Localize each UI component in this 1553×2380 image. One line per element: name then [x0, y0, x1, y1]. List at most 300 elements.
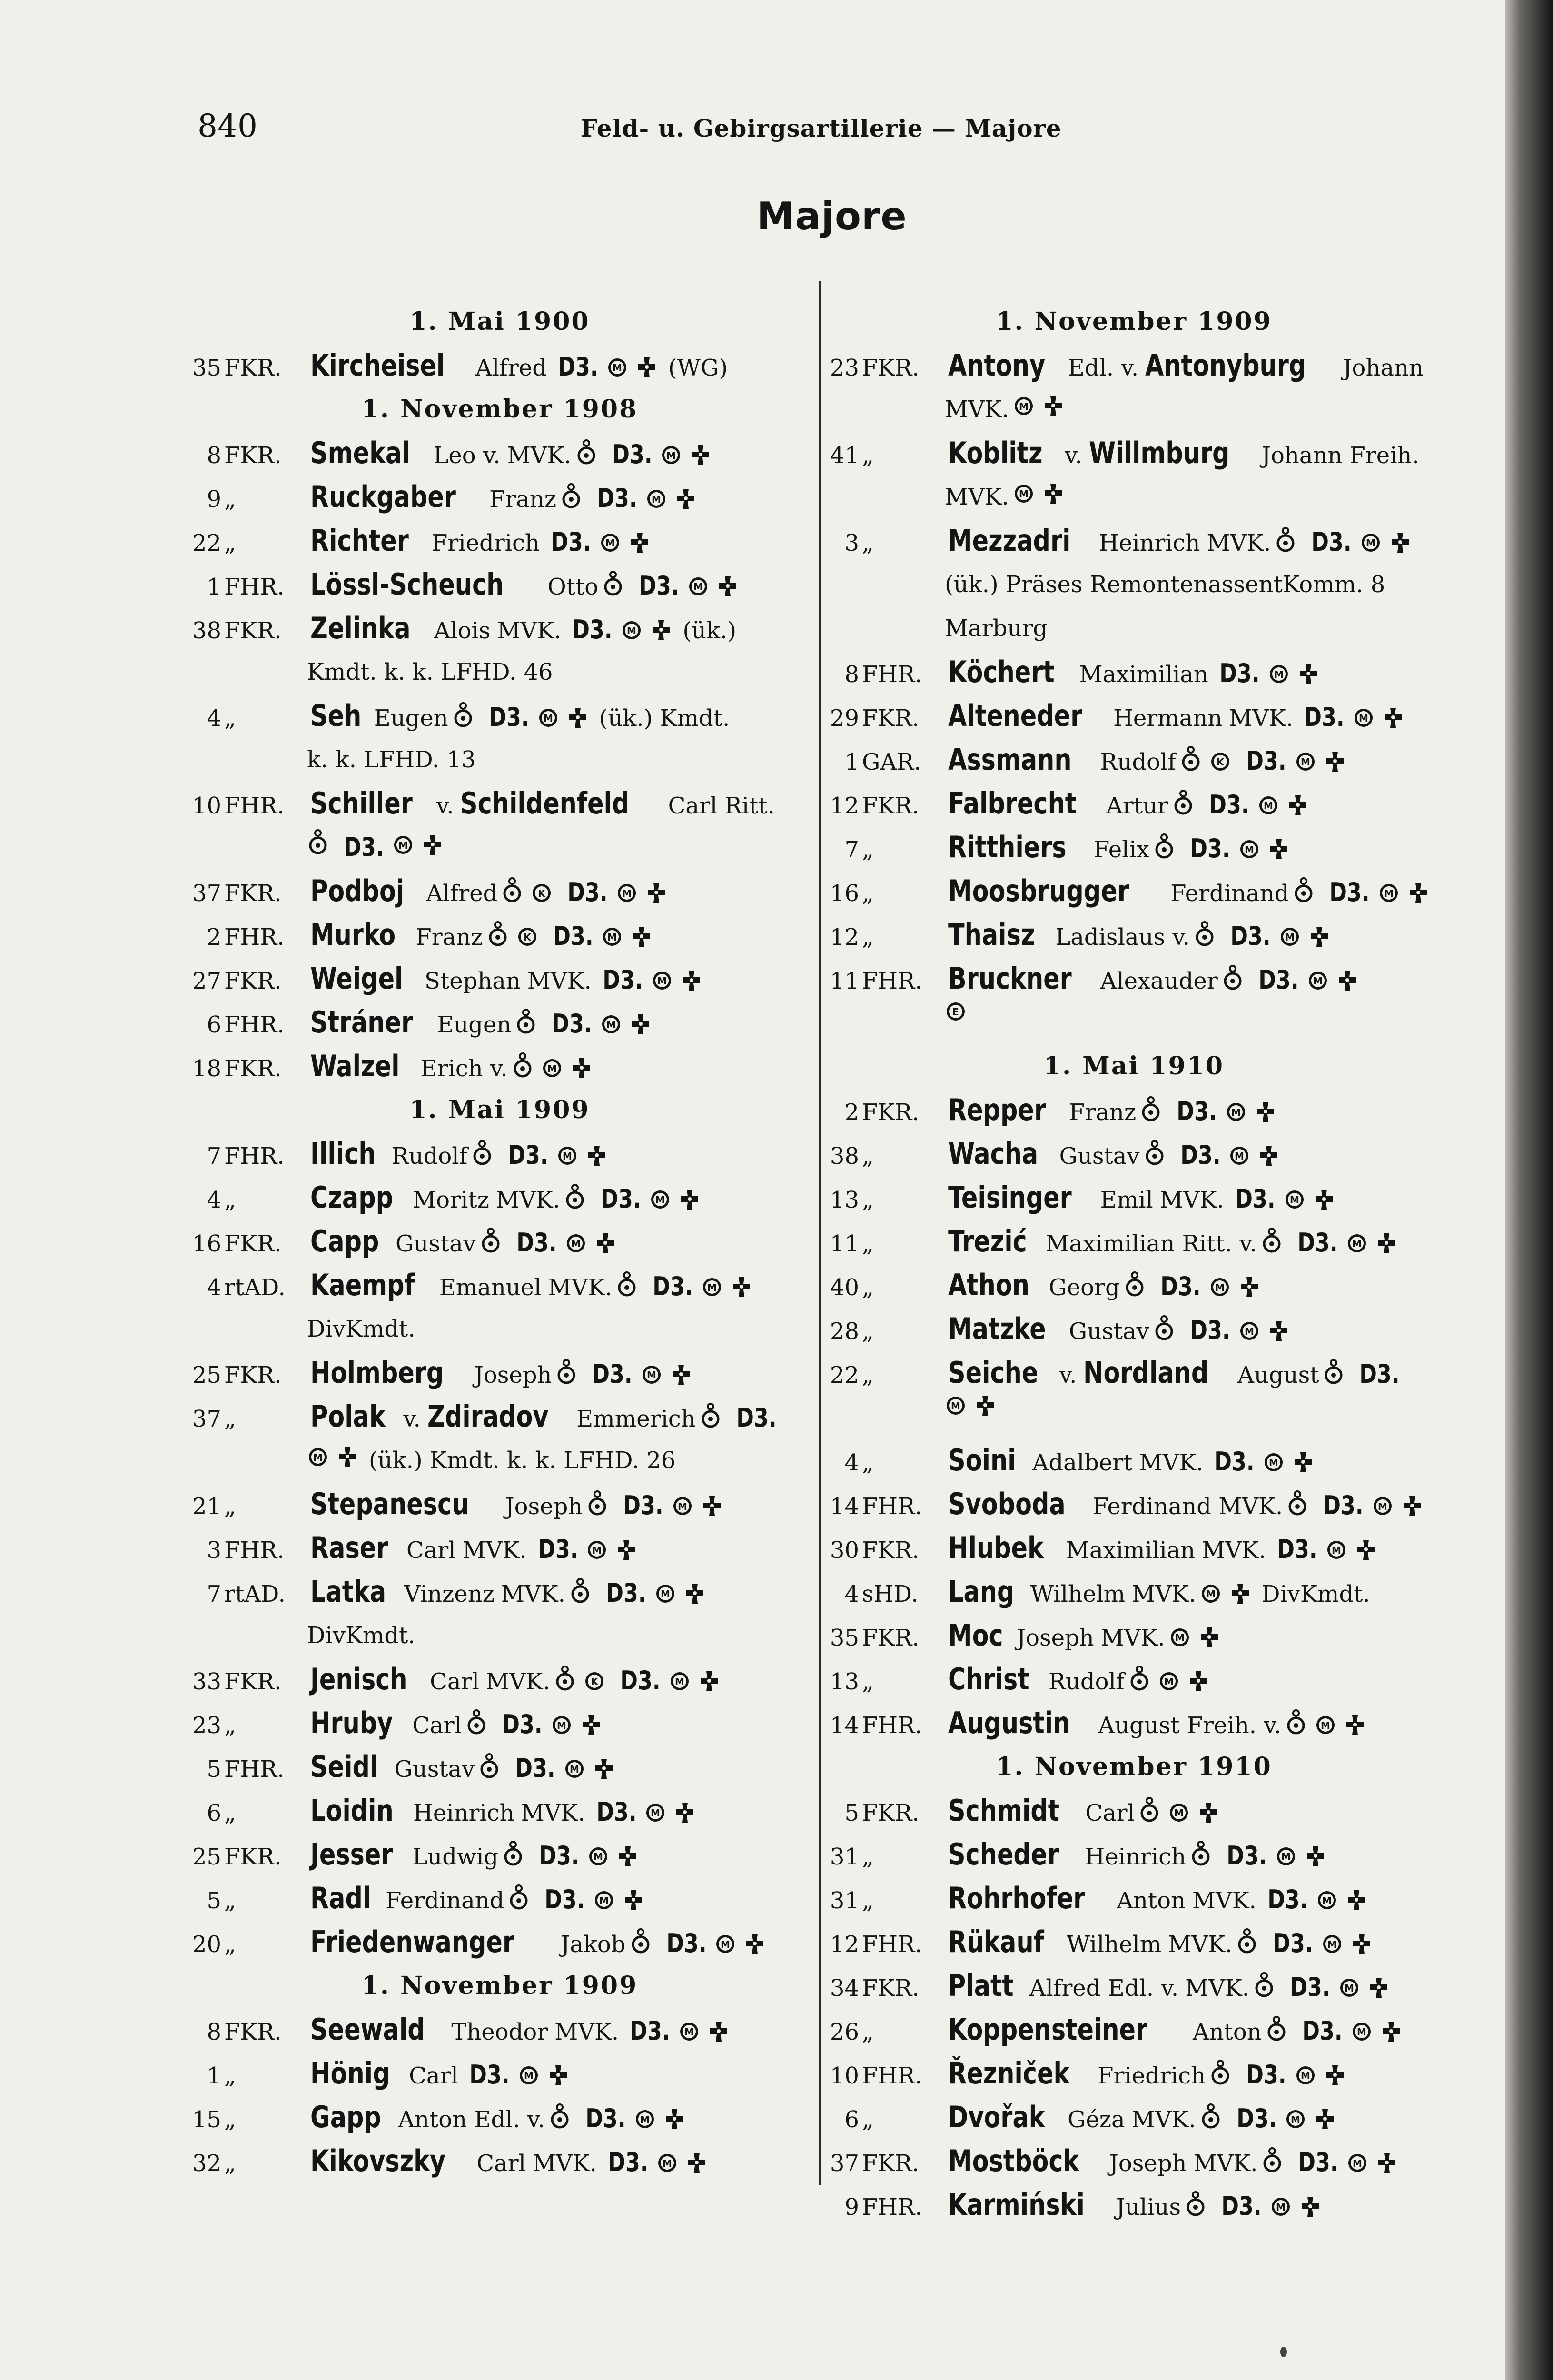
officer-given-name: Erich v.	[420, 1055, 508, 1082]
cross-icon	[1287, 794, 1309, 816]
entry-line	[188, 2095, 811, 2139]
unit-abbreviation: „	[862, 1274, 874, 1301]
svg-text:M: M	[607, 932, 617, 943]
entry-line	[826, 1482, 1442, 1526]
officer-entry	[188, 782, 811, 869]
regiment-number: 37	[192, 1406, 221, 1432]
d3-decoration: D3.	[558, 352, 598, 382]
d3-decoration: D3.	[1258, 965, 1299, 995]
officer-given-name: Friedrich	[1098, 2063, 1206, 2089]
d3-decoration: D3.	[1235, 1184, 1276, 1214]
m-medal-icon	[641, 1364, 663, 1386]
entry-line	[826, 1614, 1442, 1657]
cross-icon	[670, 1364, 692, 1386]
entry-body	[945, 1351, 1404, 1397]
officer-surname: Koblitz	[948, 436, 1043, 470]
bell-medal-icon	[1323, 1359, 1345, 1386]
officer-given-name: v.	[1065, 442, 1082, 469]
officer-given-name: Stephan	[425, 968, 521, 994]
officer-entry	[826, 519, 1442, 650]
officer-given-name: Ferdinand MVK.	[1092, 1493, 1283, 1520]
officer-surname: Lössl-Scheuch	[310, 567, 504, 602]
d3-decoration: D3.	[551, 527, 591, 557]
entry-line	[188, 1701, 811, 1745]
cross-icon	[690, 444, 712, 466]
regiment-number: 6	[207, 1012, 221, 1038]
unit-abbreviation: „	[862, 1844, 874, 1870]
officer-surname: Antony	[948, 348, 1046, 383]
entry-body	[945, 1438, 1318, 1485]
continuation-line: Kmdt. k. k. LFHD. 46	[307, 659, 553, 685]
d3-decoration: D3.	[1298, 2147, 1339, 2177]
bell-medal-icon	[602, 571, 624, 597]
d3-decoration: D3.	[608, 2147, 648, 2177]
m-medal-icon	[1346, 1232, 1368, 1254]
cross-icon	[681, 970, 702, 992]
entry-body	[307, 1044, 596, 1091]
m-medal-icon	[1270, 2196, 1292, 2218]
officer-entry	[826, 1833, 1442, 1876]
bell-medal-icon	[1285, 1709, 1307, 1736]
cross-icon	[1198, 1626, 1220, 1648]
svg-text:M: M	[1244, 844, 1254, 855]
annotation-text: (WG)	[668, 355, 728, 381]
svg-text:M: M	[640, 2114, 650, 2125]
entry-body	[945, 519, 1415, 565]
left-column	[188, 300, 811, 2183]
cross-icon	[1299, 2196, 1321, 2218]
cross-icon	[1401, 1495, 1423, 1517]
officer-given-name: Carl	[412, 1712, 462, 1739]
svg-text:M: M	[543, 713, 553, 724]
bell-medal-icon	[1153, 833, 1175, 860]
d3-decoration: D3.	[601, 1184, 641, 1214]
annotation-text: MVK.	[548, 1274, 613, 1301]
officer-given-name: Joseph	[1109, 2150, 1187, 2177]
cross-icon	[1314, 2108, 1336, 2130]
m-medal-icon	[714, 1933, 736, 1955]
officer-given-name: Alexauder	[1100, 968, 1218, 994]
m-medal-icon	[1346, 2152, 1368, 2174]
entry-line	[826, 1570, 1442, 1614]
m-medal-icon	[1360, 532, 1382, 554]
officer-surname: Svoboda	[948, 1487, 1066, 1521]
entry-line	[826, 431, 1442, 475]
regiment-number: 11	[830, 1230, 859, 1257]
entry-line	[826, 913, 1442, 957]
annotation-text: MVK.	[1202, 1537, 1266, 1564]
cross-icon	[663, 2108, 685, 2130]
unit-abbreviation: FKR.	[862, 1625, 920, 1651]
entry-line	[188, 694, 811, 738]
annotation-text: (ük.) Kmdt. k. k. LFHD. 26	[369, 1447, 676, 1474]
officer-surname: Seh	[310, 698, 362, 733]
annotation-text: (ük.)	[683, 617, 737, 644]
officer-given-name: Alfred	[426, 880, 498, 907]
entry-body	[307, 431, 715, 477]
regiment-number: 9	[207, 486, 221, 513]
d3-decoration: D3.	[666, 1928, 707, 1958]
cross-icon	[744, 1933, 766, 1955]
m-medal-icon	[1238, 1320, 1260, 1342]
m-medal-icon	[392, 834, 414, 856]
annotation-text: MVK.	[1192, 1887, 1256, 1914]
m-medal-icon	[601, 926, 623, 948]
officer-entry	[826, 1876, 1442, 1920]
entry-line	[826, 1833, 1442, 1876]
cross-icon	[630, 1013, 652, 1035]
d3-decoration: D3.	[1221, 2191, 1262, 2221]
bell-medal-icon	[502, 1841, 524, 1867]
officer-given-name: Leo v.	[433, 442, 501, 469]
officer-entry	[188, 1220, 811, 1263]
unit-abbreviation: GAR.	[862, 749, 921, 775]
officer-entry	[826, 1307, 1442, 1351]
d3-decoration: D3.	[552, 1009, 592, 1039]
m-medal-icon	[1013, 483, 1035, 505]
entry-line	[188, 1657, 811, 1701]
svg-text:M: M	[398, 840, 408, 851]
officer-surname: Lang	[948, 1574, 1015, 1609]
officer-given-name: Géza	[1067, 2106, 1125, 2133]
svg-text:M: M	[1366, 537, 1376, 549]
officer-given-name: Georg	[1049, 1274, 1120, 1301]
officer-given-name: Alfred	[475, 355, 547, 381]
unit-abbreviation: „	[224, 705, 236, 732]
officer-given-name: Rudolf	[391, 1143, 468, 1170]
officer-entry	[826, 1438, 1442, 1482]
officer-given-name: Joseph	[474, 1362, 552, 1388]
officer-entry	[826, 1351, 1442, 1438]
regiment-number: 11	[830, 968, 859, 994]
officer-surname: Zelinka	[310, 611, 411, 645]
m-medal-icon	[587, 1845, 609, 1867]
m-medal-icon	[1325, 1539, 1347, 1561]
officer-surname: Wacha	[948, 1136, 1039, 1171]
svg-text:M: M	[678, 1501, 688, 1512]
svg-text:M: M	[651, 494, 661, 505]
bell-medal-icon	[1128, 1666, 1150, 1692]
entry-body	[945, 1657, 1213, 1704]
m-medal-icon	[1158, 1670, 1180, 1692]
entry-line	[826, 344, 1442, 387]
d3-decoration: D3.	[1177, 1096, 1217, 1126]
officer-entry	[826, 1657, 1442, 1701]
entry-line	[188, 1482, 811, 1526]
cross-icon	[698, 1670, 720, 1692]
officer-given-name: v.	[403, 1406, 421, 1432]
k-medal-icon	[531, 882, 553, 904]
cross-icon	[1187, 1670, 1209, 1692]
entry-body	[945, 1088, 1280, 1134]
regiment-number: 41	[830, 442, 859, 469]
cross-icon	[974, 1395, 996, 1417]
svg-text:M: M	[563, 1150, 573, 1162]
bell-medal-icon	[508, 1884, 530, 1911]
d3-decoration: D3.	[1267, 1884, 1308, 1914]
entry-body	[307, 1570, 710, 1616]
entry-body	[945, 913, 1334, 959]
regiment-number: 16	[830, 880, 859, 907]
cross-icon	[567, 707, 589, 729]
cross-icon	[631, 926, 653, 948]
svg-text:M: M	[592, 1545, 602, 1556]
m-medal-icon	[660, 444, 682, 466]
date-heading: 1. Mai 1910	[1043, 1051, 1225, 1081]
svg-text:M: M	[612, 362, 622, 374]
officer-given-name: Emmerich	[576, 1406, 696, 1432]
regiment-number: 5	[844, 1800, 859, 1826]
regiment-number: 40	[830, 1274, 859, 1301]
d3-decoration: D3.	[1323, 1490, 1364, 1520]
entry-body	[945, 1526, 1381, 1572]
regiment-number: 23	[192, 1712, 221, 1739]
unit-abbreviation: „	[224, 1187, 236, 1213]
d3-decoration: D3.	[1273, 1928, 1313, 1958]
officer-entry	[188, 1351, 811, 1395]
svg-text:M: M	[721, 1939, 731, 1950]
officer-surname: Hlubek	[948, 1530, 1044, 1565]
bell-medal-icon	[478, 1753, 500, 1780]
m-medal-icon	[537, 707, 559, 729]
bell-medal-icon	[1209, 2060, 1231, 2086]
m-medal-icon	[1169, 1626, 1191, 1648]
continuation-line: DivKmdt.	[307, 1622, 415, 1649]
svg-text:M: M	[693, 581, 703, 593]
cross-icon	[645, 882, 667, 904]
d3-decoration: D3.	[1190, 833, 1230, 863]
d3-decoration: D3.	[502, 1709, 543, 1739]
date-heading: 1. Mai 1900	[409, 307, 590, 336]
officer-entry	[188, 1570, 811, 1657]
cross-icon	[629, 532, 651, 554]
regiment-number: 4	[844, 1581, 859, 1607]
entry-line	[188, 1263, 811, 1307]
officer-entry	[188, 2095, 811, 2139]
officer-entry	[826, 738, 1442, 782]
continuation-line: DivKmdt.	[307, 1316, 415, 1342]
entry-line	[826, 2183, 1442, 2227]
entry-line	[826, 1701, 1442, 1745]
unit-abbreviation: sHD.	[862, 1581, 919, 1607]
annotation-text: MVK.	[501, 1581, 565, 1607]
d3-decoration: D3.	[1311, 527, 1352, 557]
officer-entry	[188, 344, 811, 387]
regiment-number: 8	[207, 2019, 221, 2045]
svg-text:M: M	[951, 1400, 960, 1412]
officer-given-name: Artur	[1106, 793, 1168, 819]
unit-abbreviation: FHR.	[862, 1493, 922, 1520]
entry-line	[188, 344, 811, 387]
officer-given-name: Emanuel	[439, 1274, 542, 1301]
officer-entry	[826, 913, 1442, 957]
officer-entry	[826, 1920, 1442, 1964]
entry-line	[188, 563, 811, 606]
officer-given-name: Anton	[1117, 1887, 1186, 1914]
officer-surname: Loidin	[310, 1793, 394, 1828]
svg-text:M: M	[674, 1676, 684, 1687]
entry-line	[188, 1833, 811, 1876]
ink-speck	[1280, 2347, 1287, 2357]
d3-decoration: D3.	[1189, 1315, 1230, 1345]
svg-text:M: M	[1215, 1282, 1225, 1293]
entry-line	[826, 869, 1442, 913]
officer-entry	[188, 1132, 811, 1176]
d3-decoration: D3.	[539, 1841, 579, 1871]
cross-icon	[1380, 2021, 1402, 2043]
officer-surname: Mostböck	[948, 2143, 1079, 2178]
cross-icon	[1351, 1933, 1373, 1955]
m-medal-icon	[307, 1446, 329, 1468]
svg-text:M: M	[1274, 669, 1284, 680]
entry-line	[826, 1307, 1442, 1351]
regiment-number: 35	[830, 1625, 859, 1651]
m-medal-icon	[1353, 707, 1375, 729]
bell-medal-icon	[1190, 1841, 1212, 1867]
cross-icon	[1042, 395, 1064, 417]
officer-surname: Podboj	[310, 873, 405, 908]
entry-line	[188, 431, 811, 475]
officer-entry	[826, 1482, 1442, 1526]
date-heading: 1. Mai 1909	[409, 1095, 590, 1124]
bell-medal-icon	[1124, 1271, 1146, 1298]
entry-body	[307, 344, 728, 390]
bell-medal-icon	[1286, 1490, 1308, 1517]
bell-medal-icon	[575, 439, 597, 466]
m-medal-icon	[1257, 794, 1279, 816]
unit-abbreviation: FKR.	[224, 1055, 282, 1082]
officer-surname: Repper	[948, 1092, 1046, 1127]
d3-decoration: D3.	[1329, 877, 1370, 907]
svg-text:M: M	[599, 1895, 609, 1906]
regiment-number: 27	[192, 968, 221, 994]
entry-line	[826, 1176, 1442, 1220]
entry-body	[307, 606, 736, 653]
regiment-number: 14	[830, 1712, 859, 1739]
m-medal-icon	[599, 532, 621, 554]
entry-line	[826, 2008, 1442, 2052]
annotation-text: MVK.	[1132, 1581, 1197, 1607]
m-medal-icon	[678, 2021, 700, 2043]
regiment-number: 28	[830, 1318, 859, 1345]
regiment-number: 31	[830, 1844, 859, 1870]
officer-surname: Karmiński	[948, 2187, 1085, 2222]
officer-surname: Seiche	[948, 1355, 1039, 1390]
svg-text:M: M	[1300, 2070, 1310, 2082]
entry-line	[188, 1526, 811, 1570]
officer-surname: Mezzadri	[948, 523, 1071, 558]
bell-medal-icon	[1236, 1928, 1258, 1955]
entry-body	[945, 957, 1362, 1003]
entry-line	[188, 2139, 811, 2183]
officer-entry	[826, 825, 1442, 869]
officer-surname: Murko	[310, 917, 396, 952]
continuation-line	[826, 1395, 1442, 1438]
regiment-number: 26	[830, 2019, 859, 2045]
annotation-text: (ük.) Kmdt.	[599, 705, 730, 732]
unit-abbreviation: FHR.	[862, 661, 922, 688]
regiment-number: 7	[207, 1143, 221, 1170]
unit-abbreviation: „	[224, 2063, 236, 2089]
officer-surname: Hruby	[310, 1706, 393, 1740]
annotation-text: MVK.	[1185, 1975, 1250, 2002]
cross-icon	[1382, 707, 1404, 729]
officer-surname: Matzke	[948, 1311, 1046, 1346]
officer-entry	[188, 1395, 811, 1482]
svg-text:M: M	[662, 2158, 672, 2169]
officer-given-name: Gustav	[395, 1230, 476, 1257]
svg-text:E: E	[952, 1006, 959, 1018]
m-medal-icon	[645, 488, 667, 510]
regiment-number: 1	[207, 574, 221, 600]
officer-surname: Bruckner	[948, 961, 1072, 996]
cross-icon	[547, 2064, 569, 2086]
m-medal-icon	[654, 1583, 676, 1605]
unit-abbreviation: „	[862, 1449, 874, 1476]
entry-body	[307, 1220, 620, 1266]
cross-icon	[1297, 663, 1319, 685]
k-medal-icon	[584, 1670, 605, 1692]
entry-line	[188, 1176, 811, 1220]
officer-surname: Schiller	[310, 786, 413, 821]
d3-decoration: D3.	[1160, 1271, 1201, 1301]
officer-given-name: Jakob	[560, 1931, 626, 1958]
entry-line	[188, 782, 811, 825]
unit-abbreviation: „	[862, 442, 874, 469]
bell-medal-icon	[471, 1140, 493, 1167]
officer-entry	[188, 519, 811, 563]
svg-text:M: M	[1281, 1851, 1291, 1863]
svg-text:M: M	[1378, 1501, 1388, 1512]
entry-body	[945, 694, 1408, 740]
cross-icon	[1255, 1101, 1276, 1123]
m-medal-icon	[586, 1539, 608, 1561]
svg-text:M: M	[1384, 888, 1394, 899]
officer-entry	[188, 1001, 811, 1044]
entry-line	[826, 1132, 1442, 1176]
officer-entry	[826, 1614, 1442, 1657]
unit-abbreviation: FKR.	[224, 1362, 282, 1388]
bell-medal-icon	[1266, 2016, 1287, 2043]
d3-decoration: D3.	[612, 439, 653, 469]
bell-medal-icon	[515, 1009, 537, 1035]
unit-abbreviation: FKR.	[862, 705, 920, 732]
bell-medal-icon	[1185, 2191, 1207, 2218]
cross-icon	[422, 834, 444, 856]
officer-surname: Ritthiers	[948, 830, 1067, 864]
officer-surname: Moc	[948, 1618, 1003, 1653]
bell-medal-icon	[1144, 1140, 1166, 1167]
regiment-number: 4	[207, 705, 221, 732]
svg-text:M: M	[556, 1720, 566, 1731]
officer-surname: Köchert	[948, 654, 1055, 689]
unit-abbreviation: FKR.	[862, 1800, 920, 1826]
officer-given-name: Rudolf	[1048, 1668, 1125, 1695]
officer-given-name: Carl Ritt.	[668, 793, 775, 819]
officer-given-name: Carl	[406, 1537, 456, 1564]
unit-abbreviation: „	[224, 1887, 236, 1914]
officer-entry	[826, 2183, 1442, 2227]
bell-medal-icon	[487, 921, 509, 948]
bell-medal-icon	[1253, 1972, 1275, 1999]
regiment-number: 21	[192, 1493, 221, 1520]
unit-abbreviation: FHR.	[224, 1756, 285, 1783]
entry-body	[945, 1482, 1427, 1528]
officer-surname: Rohrhofer	[948, 1881, 1086, 1915]
entry-line	[826, 738, 1442, 782]
cross-icon	[1258, 1145, 1280, 1167]
d3-decoration: D3.	[585, 2103, 626, 2133]
